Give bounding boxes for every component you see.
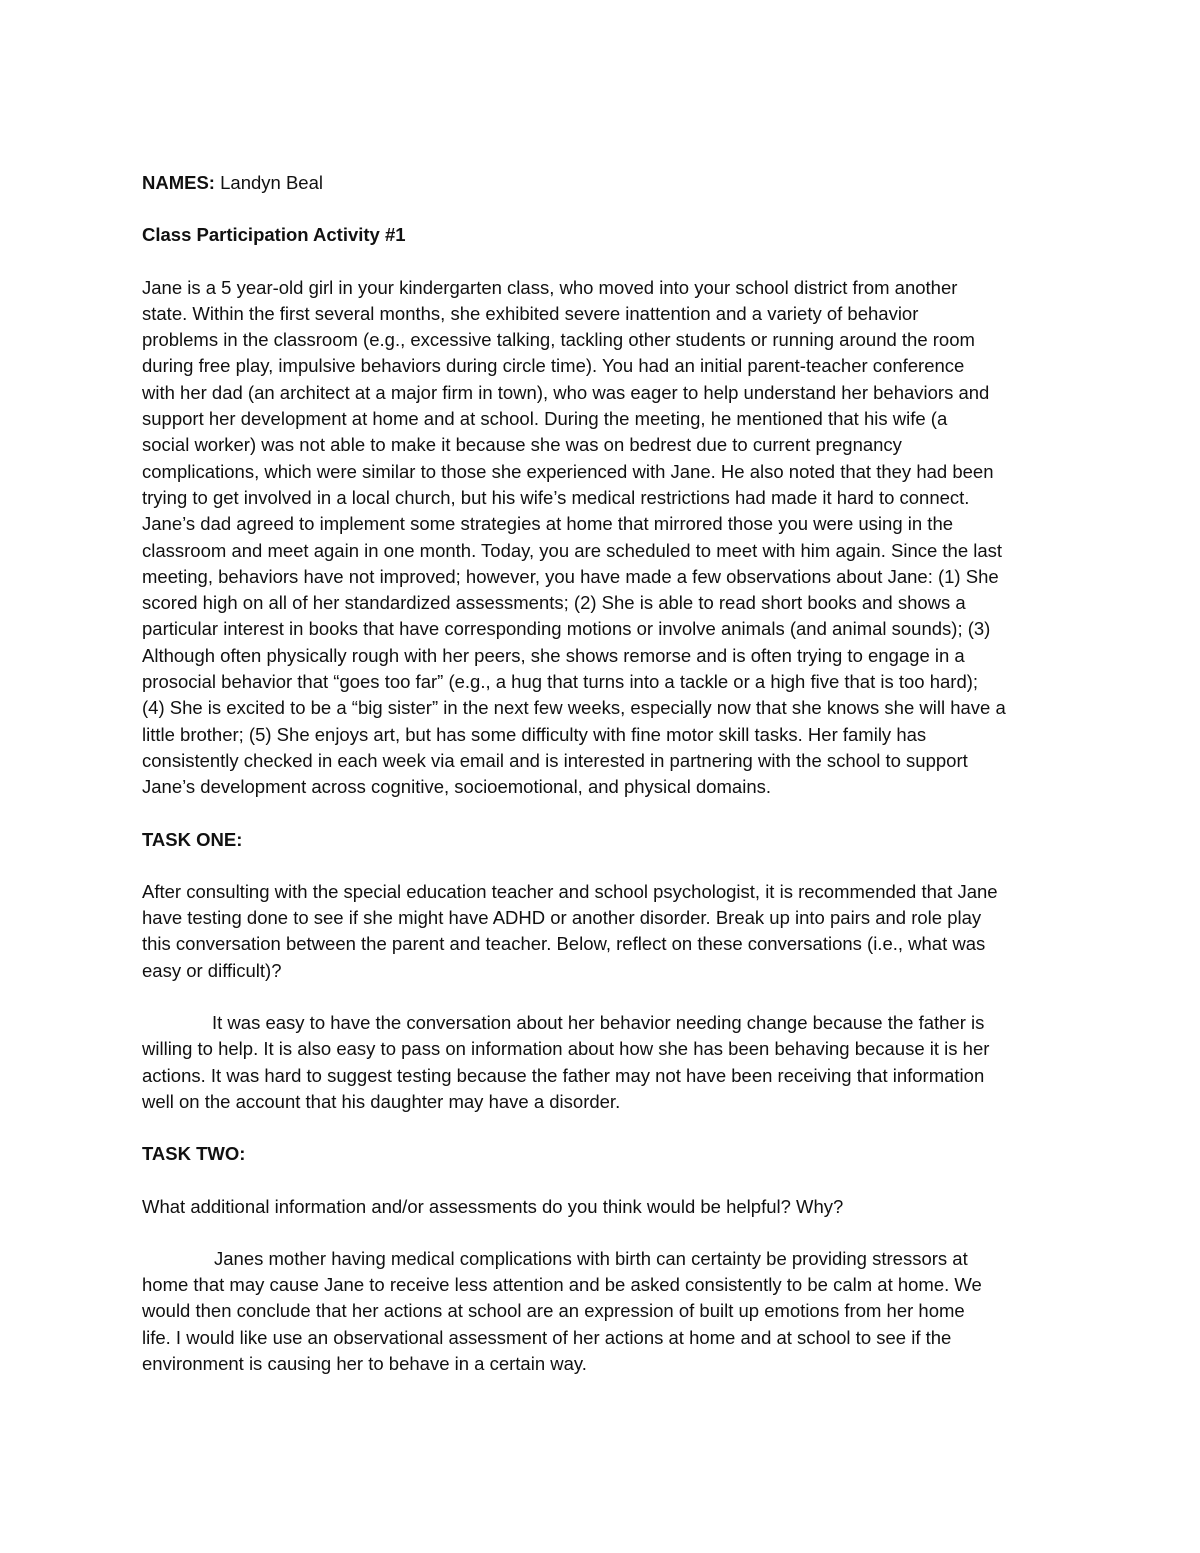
- scenario-line: (4) She is excited to be a “big sister” in the next few weeks, especially now that she knows she will have a: [142, 697, 1006, 719]
- scenario-line: complications, which were similar to those she experienced with Jane. He also noted that they had been: [142, 460, 994, 482]
- scenario-line: with her dad (an architect at a major firm in town), who was eager to help understand her behaviors and: [142, 381, 990, 403]
- scenario-line: Although often physically rough with her peers, she shows remorse and is often trying to engage in a: [142, 644, 965, 666]
- scenario-line: during free play, impulsive behaviors during circle time). You had an initial parent-teacher conference: [142, 355, 965, 377]
- scenario-line: classroom and meet again in one month. Today, you are scheduled to meet with him again. Since the last: [142, 539, 1003, 561]
- scenario-line: Jane’s dad agreed to implement some strategies at home that mirrored those you were using in the: [142, 513, 954, 535]
- task-one-prompt-line: easy or difficult)?: [142, 959, 282, 981]
- names-label: NAMES:: [142, 172, 215, 193]
- scenario-line: Jane’s development across cognitive, socioemotional, and physical domains.: [142, 776, 772, 798]
- task-two-prompt: What additional information and/or assessments do you think would be helpful? Why?: [142, 1195, 844, 1217]
- scenario-line: state. Within the first several months, she exhibited severe inattention and a variety of behavior: [142, 302, 919, 324]
- task-one-prompt-line: After consulting with the special education teacher and school psychologist, it is recommended that Jane: [142, 880, 998, 902]
- task-two-answer-line: life. I would like use an observational assessment of her actions at home and at school to see if the: [142, 1326, 952, 1348]
- scenario-line: support her development at home and at school. During the meeting, he mentioned that his wife (a: [142, 408, 948, 430]
- scenario-line: problems in the classroom (e.g., excessive talking, tackling other students or running around the room: [142, 329, 975, 351]
- task-one-answer-line: well on the account that his daughter may have a disorder.: [142, 1090, 621, 1112]
- task-two-answer-line: home that may cause Jane to receive less attention and be asked consistently to be calm at home. We: [142, 1274, 982, 1296]
- scenario-line: scored high on all of her standardized assessments; (2) She is able to read short books and shows a: [142, 592, 966, 614]
- scenario-line: consistently checked in each week via email and is interested in partnering with the school to support: [142, 749, 968, 771]
- task-two-answer-line: environment is causing her to behave in a certain way.: [142, 1352, 587, 1374]
- scenario-line: particular interest in books that have corresponding motions or involve animals (and animal sounds); (3): [142, 618, 991, 640]
- names-value: Landyn Beal: [214, 172, 323, 193]
- scenario-paragraph: [142, 275, 1062, 801]
- activity-title: Class Participation Activity #1: [142, 224, 406, 246]
- names-line: [142, 170, 1062, 196]
- scenario-line: meeting, behaviors have not improved; however, you have made a few observations about Jane: (1) She: [142, 565, 999, 587]
- task-one-answer-line: [142, 1010, 1062, 1036]
- scenario-line: prosocial behavior that “goes too far” (e.g., a hug that turns into a tackle or a high five that is too hard);: [142, 671, 979, 693]
- document-page: [142, 170, 1062, 1377]
- task-one-answer-text: It was easy to have the conversation about her behavior needing change because the father is: [212, 1012, 985, 1034]
- task-two-answer-text: Janes mother having medical complications with birth can certainty be providing stressors at: [214, 1247, 968, 1269]
- task-one-prompt-line: this conversation between the parent and teacher. Below, reflect on these conversations (i.e., what was: [142, 933, 986, 955]
- task-one-heading: TASK ONE:: [142, 828, 243, 850]
- task-one-answer: [142, 1010, 1062, 1115]
- scenario-line: Jane is a 5 year-old girl in your kindergarten class, who moved into your school district from another: [142, 276, 958, 298]
- scenario-line: little brother; (5) She enjoys art, but has some difficulty with fine motor skill tasks. Her family has: [142, 723, 927, 745]
- scenario-line: trying to get involved in a local church, but his wife’s medical restrictions had made it hard to connect.: [142, 486, 970, 508]
- scenario-line: social worker) was not able to make it because she was on bedrest due to current pregnancy: [142, 434, 902, 456]
- task-two-answer-line: would then conclude that her actions at school are an expression of built up emotions from her home: [142, 1300, 965, 1322]
- task-one-prompt-line: have testing done to see if she might have ADHD or another disorder. Break up into pairs and role play: [142, 907, 982, 929]
- task-two-answer-line: [142, 1246, 1062, 1272]
- task-one-answer-line: actions. It was hard to suggest testing because the father may not have been receiving that information: [142, 1064, 985, 1086]
- task-one-prompt: [142, 879, 1062, 984]
- task-one-answer-line: willing to help. It is also easy to pass on information about how she has been behaving because it is her: [142, 1038, 990, 1060]
- task-two-answer: [142, 1246, 1062, 1377]
- task-two-heading: TASK TWO:: [142, 1143, 246, 1165]
